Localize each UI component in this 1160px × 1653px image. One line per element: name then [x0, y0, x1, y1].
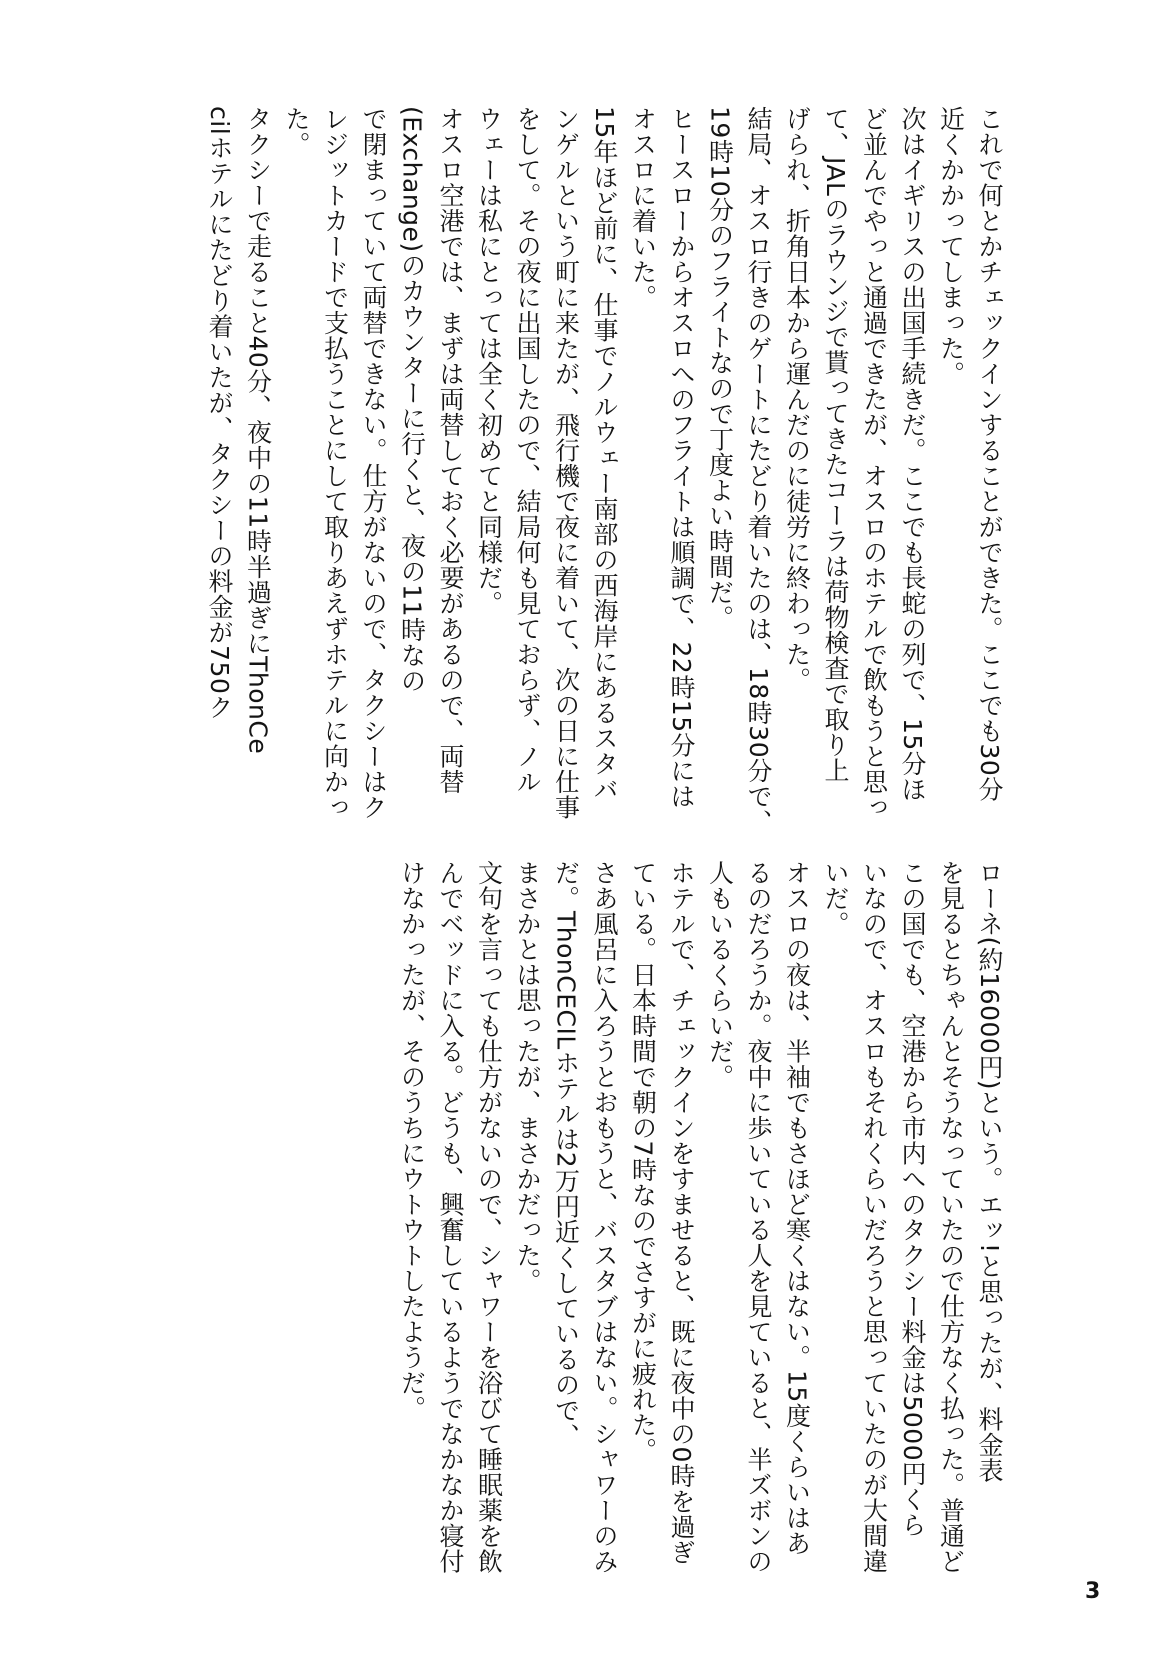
text-line: て、JALのラウンジで貰ってきたコーラは荷物検査で取り上 [821, 106, 850, 783]
text-line: cilホテルにたどり着いたが、タクシーの料金が750ク [205, 106, 234, 720]
text-line: まさかとは思ったが、まさかだった。 [513, 860, 542, 1294]
text-line: るのだろうか。夜中に歩いている人を見ていると、半ズボンの [744, 860, 773, 1574]
text-line: いだ。 [821, 860, 850, 937]
text-line: けなかったが、そのうちにウトウトしたようだ。 [397, 860, 427, 1421]
upper-text-block [205, 106, 1008, 835]
text-line: をして。その夜に出国したので、結局何も見ておらず、ノル [513, 106, 542, 795]
text-line: た。 [282, 106, 311, 157]
lower-text-block [397, 860, 1008, 1574]
text-line: 15年ほど前に、仕事でノルウェー南部の西海岸にあるスタバ [590, 106, 619, 802]
text-line: ど並んでやっと通過できたが、オスロのホテルで飲もうと思っ [859, 106, 889, 820]
text-line: んでベッドに入る。どうも、興奮しているようでなかなか寝付 [436, 860, 465, 1574]
text-line: オスロの夜は、半袖でもさほど寒くはない。15度くらいはあ [782, 860, 812, 1556]
text-line: この国でも、空港から市内へのタクシー料金は5000円くら [898, 860, 927, 1538]
text-line: で閉まっていて両替できない。仕方がないので、タクシーはク [359, 106, 388, 820]
text-line: 人もいるくらいだ。 [705, 860, 735, 1090]
text-line: 19時10分のフライトなので丁度よい時間だ。 [705, 106, 735, 631]
text-line: これで何とかチェックインすることができた。ここでも30分 [975, 106, 1004, 802]
text-line: を見るとちゃんとそうなっていたので仕方なく払った。普通ど [936, 860, 966, 1574]
text-line: いなので、オスロもそれくらいだろうと思っていたのが大間違 [859, 860, 889, 1574]
text-line: 近くかかってしまった。 [936, 106, 966, 387]
page-number: 3 [1085, 1579, 1101, 1604]
text-line: ローネ(約16000円)という。エッ!と思ったが、料金表 [975, 860, 1004, 1484]
text-line: げられ、折角日本から運んだのに徒労に終わった。 [782, 106, 812, 693]
text-line: オスロ空港では、まずは両替しておく必要があるので、両替 [436, 106, 465, 795]
text-line: さあ風呂に入ろうとおもうと、バスタブはない。シャワーのみ [590, 860, 619, 1574]
text-line: ホテルで、チェックインをすませると、既に夜中の0時を過ぎ [667, 860, 696, 1565]
text-line: レジットカードで支払うことにして取りあえずホテルに向かっ [320, 106, 350, 820]
text-line: ヒースローからオスロへのフライトは順調で、22時15分には [667, 106, 696, 810]
text-line: ウェーは私にとっては全く初めてと同様だ。 [474, 106, 504, 616]
text-line: (Exchange)のカウンターに行くと、夜の11時なの [397, 106, 427, 694]
text-line: 結局、オスロ行きのゲートにたどり着いたのは、18時30分で、 [744, 106, 773, 835]
text-line: ている。日本時間で朝の7時なのでさすがに疲れた。 [628, 860, 658, 1463]
text-line: 次はイギリスの出国手続きだ。ここでも長蛇の列で、15分ほ [898, 106, 927, 802]
text-line: タクシーで走ること40分、夜中の11時半過ぎにThonCe [243, 106, 273, 755]
text-line: 文句を言っても仕方がないので、シャワーを浴びて睡眠薬を飲 [474, 860, 504, 1574]
text-line: ンゲルという町に来たが、飛行機で夜に着いて、次の日に仕事 [551, 106, 581, 820]
text-line: だ。ThonCECILホテルは2万円近くしているので、 [551, 860, 581, 1449]
text-line: オスロに着いた。 [628, 106, 658, 310]
